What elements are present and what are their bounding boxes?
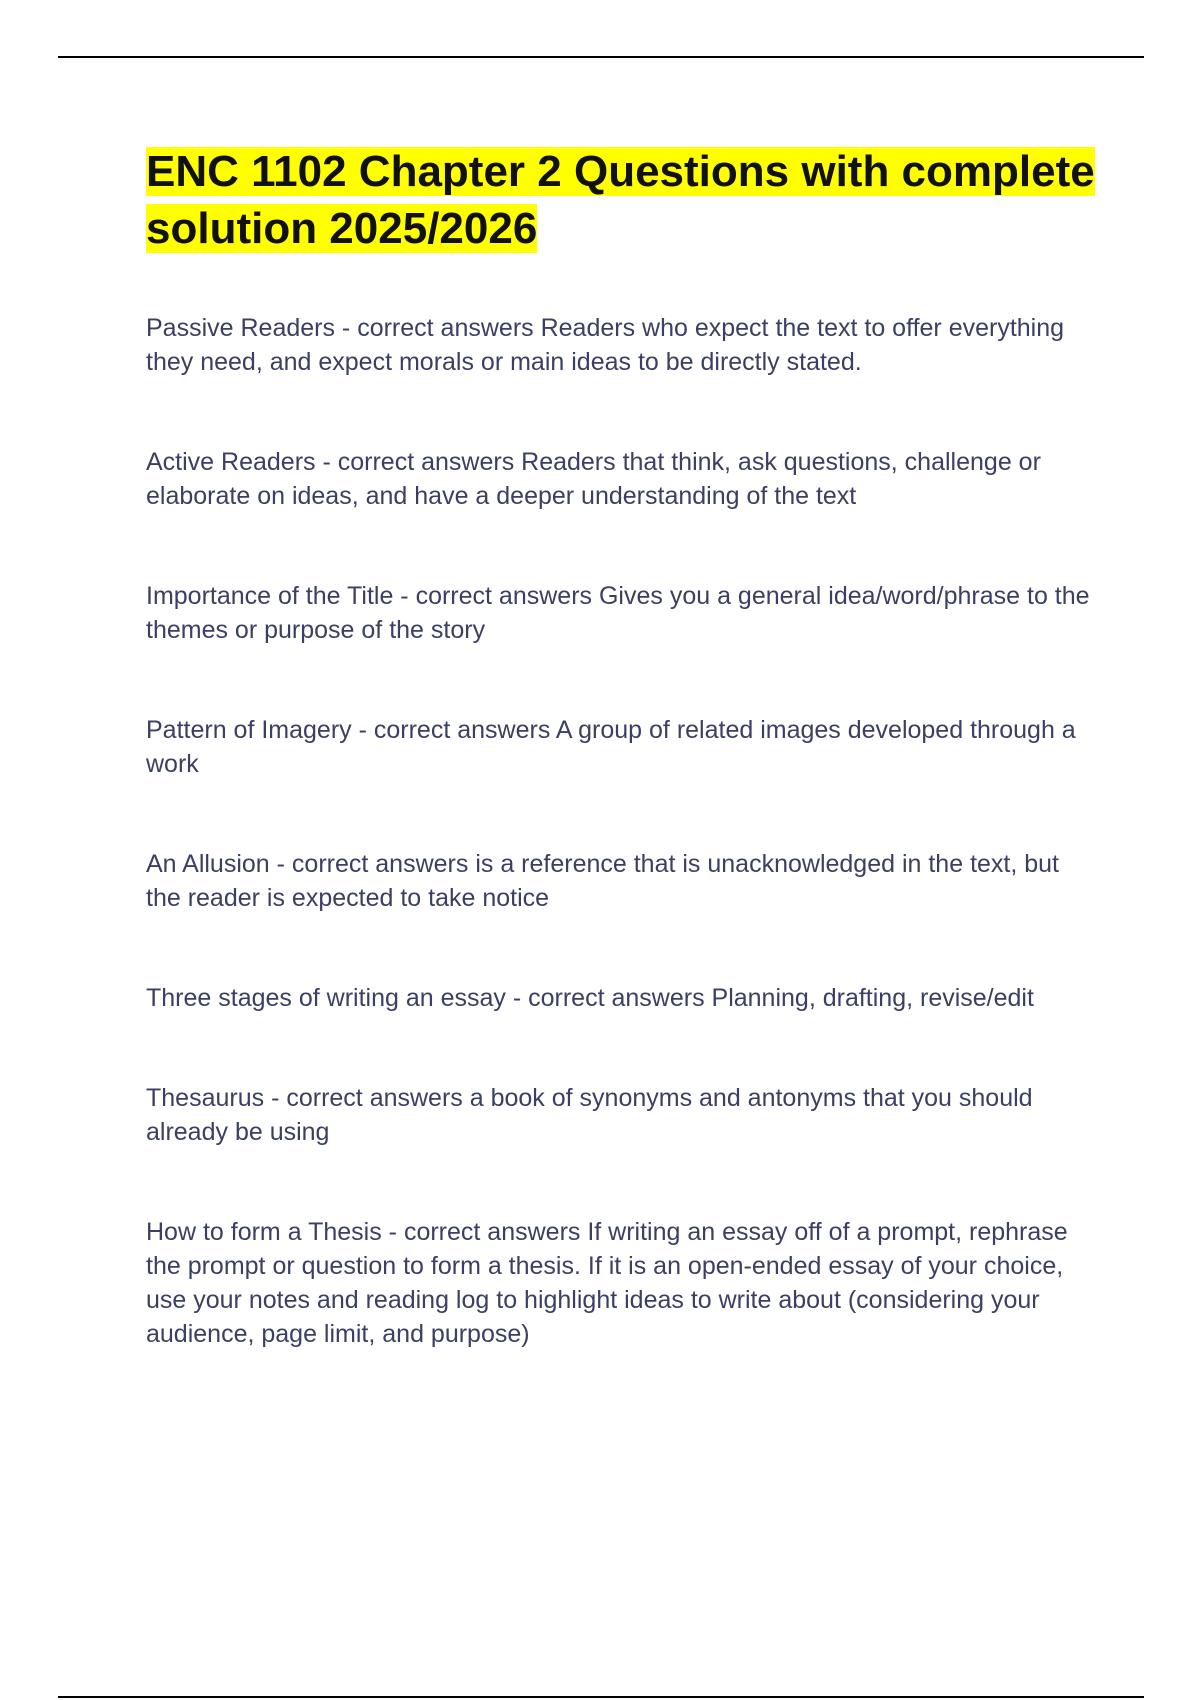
flashcard-entry — [146, 1215, 1096, 1351]
entry-term: Passive Readers — [146, 314, 335, 342]
entry-separator: - correct answers — [269, 850, 476, 878]
entry-term: Importance of the Title — [146, 582, 394, 610]
entry-term: Three stages of writing an essay — [146, 984, 506, 1012]
header-rule — [58, 56, 1144, 58]
entry-separator: - correct answers — [381, 1218, 588, 1246]
flashcard-entry — [146, 1081, 1096, 1149]
flashcard-list — [146, 311, 1096, 1351]
entry-separator: - correct answers — [393, 582, 599, 610]
entry-definition: a book of synonyms and antonyms that you should already be using — [146, 1084, 1033, 1146]
entry-term: Active Readers — [146, 448, 316, 476]
entry-separator: - correct answers — [315, 448, 522, 476]
entry-separator: - correct answers — [264, 1084, 470, 1112]
flashcard-entry — [146, 579, 1096, 647]
flashcard-entry — [146, 847, 1096, 915]
entry-definition: is a reference that is unacknowledged in the text, but the reader is expected to take notice — [146, 850, 1060, 912]
entry-definition: Readers who expect the text to offer everything they need, and expect morals or main ideas to be directly stated. — [146, 314, 1065, 376]
title-highlight: ENC 1102 Chapter 2 Questions with complete solution 2025/2026 — [146, 147, 1095, 253]
entry-definition: A group of related images developed through a work — [146, 716, 1076, 778]
entry-term: An Allusion — [146, 850, 270, 878]
entry-separator: - correct answers — [505, 984, 712, 1012]
entry-separator: - correct answers — [334, 314, 541, 342]
entry-term: Thesaurus — [146, 1084, 265, 1112]
entry-definition: Planning, drafting, revise/edit — [711, 984, 1034, 1012]
flashcard-entry — [146, 445, 1096, 513]
entry-definition: Readers that think, ask questions, challenge or elaborate on ideas, and have a deeper understanding of the text — [146, 448, 1041, 510]
entry-separator: - correct answers — [351, 716, 556, 744]
flashcard-entry — [146, 981, 1096, 1015]
entry-term: How to form a Thesis — [146, 1218, 382, 1246]
entry-definition: If writing an essay off of a prompt, rephrase the prompt or question to form a thesis. If it is an open-ended essay of your choice, use your notes and reading log to highlight ideas to write about (considering your audience, page limit, and purpose) — [146, 1218, 1068, 1348]
document-title — [146, 143, 1096, 257]
entry-term: Pattern of Imagery — [146, 716, 352, 744]
document-body — [146, 143, 1096, 1417]
footer-rule — [58, 1696, 1144, 1698]
flashcard-entry — [146, 713, 1096, 781]
flashcard-entry — [146, 311, 1096, 379]
entry-definition: Gives you a general idea/word/phrase to the themes or purpose of the story — [146, 582, 1090, 644]
